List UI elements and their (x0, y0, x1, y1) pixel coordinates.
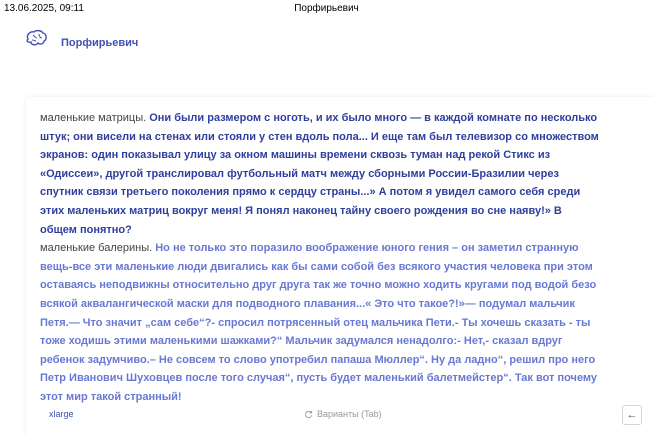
print-header (0, 0, 653, 16)
panel-footer (26, 403, 646, 427)
generated-text: вещь-все эти маленькие люди двигались как бы сами собой без всякого участия человека при этом (40, 260, 593, 273)
story-line (40, 239, 653, 258)
story-text[interactable] (40, 109, 653, 407)
brand-link[interactable] (24, 26, 138, 52)
story-line (40, 258, 653, 277)
generated-text: всякой аквалангической маски для подводного плавания...« Это что такое?!»— подумал мальчик (40, 297, 575, 310)
story-line (40, 202, 653, 221)
model-size-label[interactable]: xlarge (49, 409, 74, 419)
story-line (40, 276, 653, 295)
story-line (40, 165, 653, 184)
arrow-left-icon: ← (626, 409, 638, 421)
story-line (40, 369, 653, 388)
prompt-text: маленькие матрицы. (40, 112, 150, 124)
generated-text: этих маленьких матриц вокруг меня! Я понял наконец тайну своего рождения во сне наяву!» В (40, 204, 562, 217)
generated-text: Петя.— Что значит „сам себе“?- спросил потрясенный отец мальчика Пети.- Ты хочешь сказать - ты (40, 316, 591, 329)
story-line (40, 221, 653, 240)
generated-text: ребенок задумчиво.– Не совсем то слово употребил папаша Мюллер“. Ну да ладно“, решил про него (40, 353, 596, 366)
story-line (40, 128, 653, 147)
generated-text: спутник связи третьего поколения прямо к сердцу страны...» А потом я увидел самого себя среди (40, 186, 581, 199)
generated-text: штук; они висели на стенах или стояли у стен вдоль пола... И еще там был телевизор со множеством (40, 130, 599, 143)
story-line (40, 146, 653, 165)
refresh-icon (304, 410, 313, 419)
print-title: Порфирьевич (294, 3, 359, 14)
story-line (40, 314, 653, 333)
variants-label: Варианты (Tab) (317, 409, 382, 419)
generated-text: общем понятно? (40, 223, 132, 236)
story-line (40, 109, 653, 128)
generated-text: оставаясь неподвижны относительно друг друга так же точно можно ходить кругами под водой безо (40, 279, 597, 292)
back-button[interactable] (622, 405, 642, 425)
prompt-text: маленькие балерины. (40, 242, 156, 255)
generated-text: «Одиссеи», другой транслировал футбольный матч между сборными России-Бразилии через (40, 167, 559, 180)
variants-button[interactable] (304, 409, 382, 419)
story-line (40, 183, 653, 202)
story-line (40, 332, 653, 351)
generated-text: Петр Иванович Шуховцев после того случая“, пусть будет маленький балетмейстер“. Так вот почему (40, 372, 598, 385)
story-panel (26, 97, 653, 437)
story-line (40, 295, 653, 314)
generated-text: тоже ходишь этими маленькими шажками?“ Мальчик задумался ненадолго:- Нет,- сказал вдруг (40, 335, 563, 348)
generated-text: Они были размером с ноготь, и их было много — в каждой комнате по несколько (149, 112, 598, 124)
brain-icon (24, 29, 48, 49)
generated-text: этот мир такой странный! (40, 390, 182, 403)
story-line (40, 351, 653, 370)
generated-text: экранов: один показывал улицу за окном машины времени сквозь туман над рекой Стикс из (40, 149, 551, 162)
print-datetime: 13.06.2025, 09:11 (4, 3, 84, 14)
brand-name: Порфирьевич (61, 37, 139, 49)
generated-text: Но не только это поразило воображение юного гения – он заметил странную (155, 242, 579, 255)
